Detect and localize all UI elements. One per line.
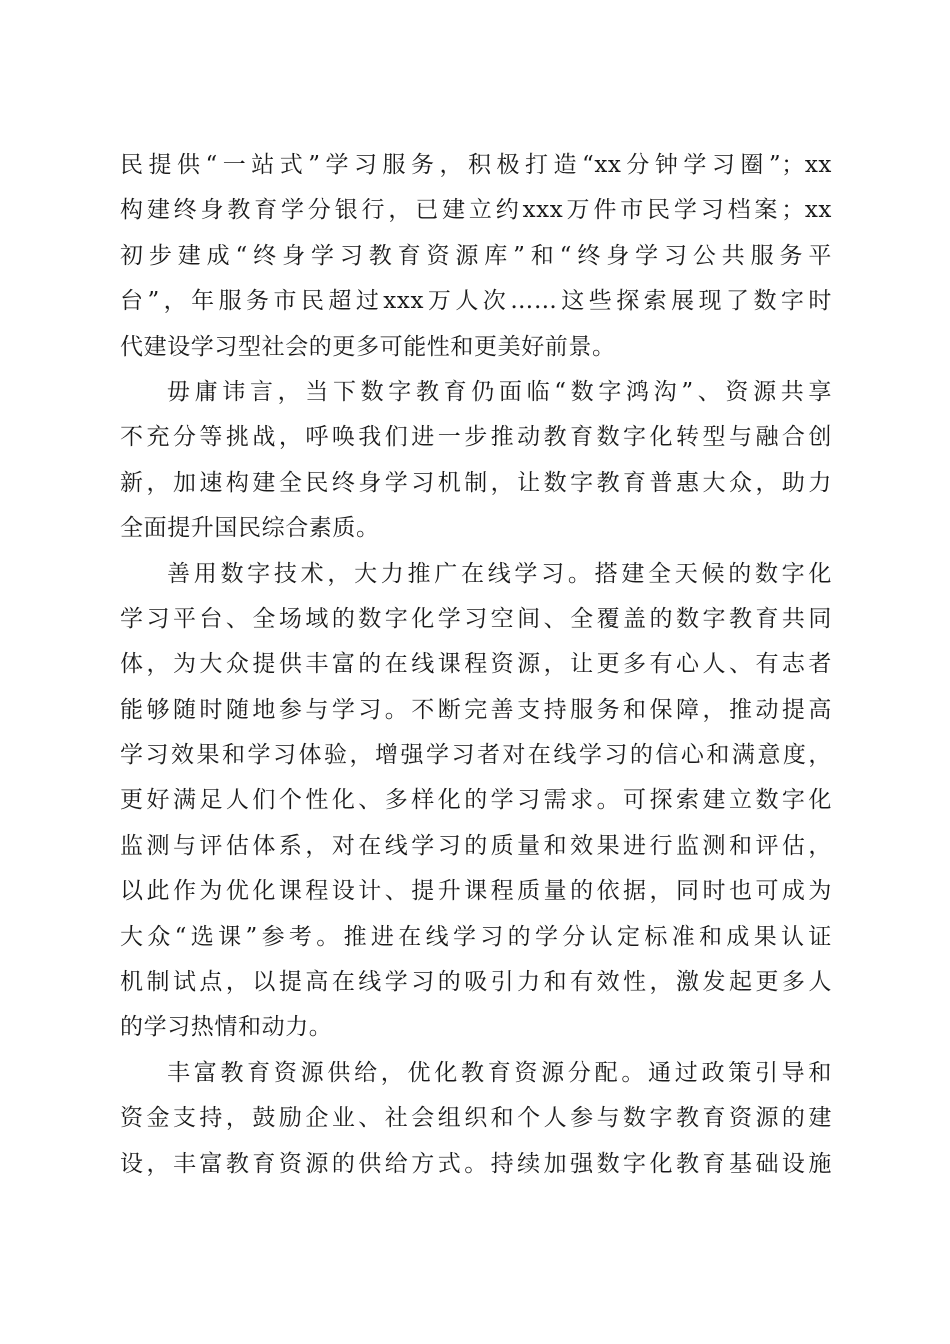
- text-line: 全面提升国民综合素质。: [120, 515, 380, 542]
- text-line: 不充分等挑战，呼唤我们进一步推动教育数字化转型与融合创: [120, 424, 832, 451]
- text-line: 更好满足人们个性化、多样化的学习需求。可探索建立数字化: [120, 787, 832, 814]
- text-line: 监测与评估体系，对在线学习的质量和效果进行监测和评估，: [120, 832, 832, 859]
- text-line: 机制试点，以提高在线学习的吸引力和有效性，激发起更多人: [120, 969, 832, 996]
- text-line: 资金支持，鼓励企业、社会组织和个人参与数字教育资源的建: [120, 1105, 832, 1132]
- text-line: 能够随时随地参与学习。不断完善支持服务和保障，推动提高: [120, 696, 832, 723]
- text-line: 大众“选课”参考。推进在线学习的学分认定标准和成果认证: [120, 923, 832, 950]
- text-line: 学习平台、全场域的数字化学习空间、全覆盖的数字教育共同: [120, 605, 832, 632]
- text-line: 设，丰富教育资源的供给方式。持续加强数字化教育基础设施: [120, 1150, 832, 1177]
- text-line: 构建终身教育学分银行，已建立约xxx万件市民学习档案；xx: [120, 197, 832, 224]
- text-line: 学习效果和学习体验，增强学习者对在线学习的信心和满意度，: [120, 742, 832, 769]
- text-line: 台”，年服务市民超过xxx万人次……这些探索展现了数字时: [120, 288, 832, 315]
- paragraph-start-line: 善用数字技术，大力推广在线学习。搭建全天候的数字化: [167, 560, 832, 587]
- text-line: 民提供“一站式”学习服务，积极打造“xx分钟学习圈”；xx: [120, 152, 832, 178]
- text-line: 体，为大众提供丰富的在线课程资源，让更多有心人、有志者: [120, 651, 832, 678]
- text-line: 初步建成“终身学习教育资源库”和“终身学习公共服务平: [120, 242, 832, 269]
- paragraph-start-line: 丰富教育资源供给，优化教育资源分配。通过政策引导和: [167, 1059, 832, 1086]
- text-line: 新，加速构建全民终身学习机制，让数字教育普惠大众，助力: [120, 469, 832, 496]
- document-body: [120, 143, 832, 1187]
- text-line: 代建设学习型社会的更多可能性和更美好前景。: [120, 333, 616, 360]
- paragraph-start-line: 毋庸讳言，当下数字教育仍面临“数字鸿沟”、资源共享: [167, 378, 832, 405]
- text-line: 的学习热情和动力。: [120, 1014, 333, 1041]
- text-line: 以此作为优化课程设计、提升课程质量的依据，同时也可成为: [120, 878, 832, 905]
